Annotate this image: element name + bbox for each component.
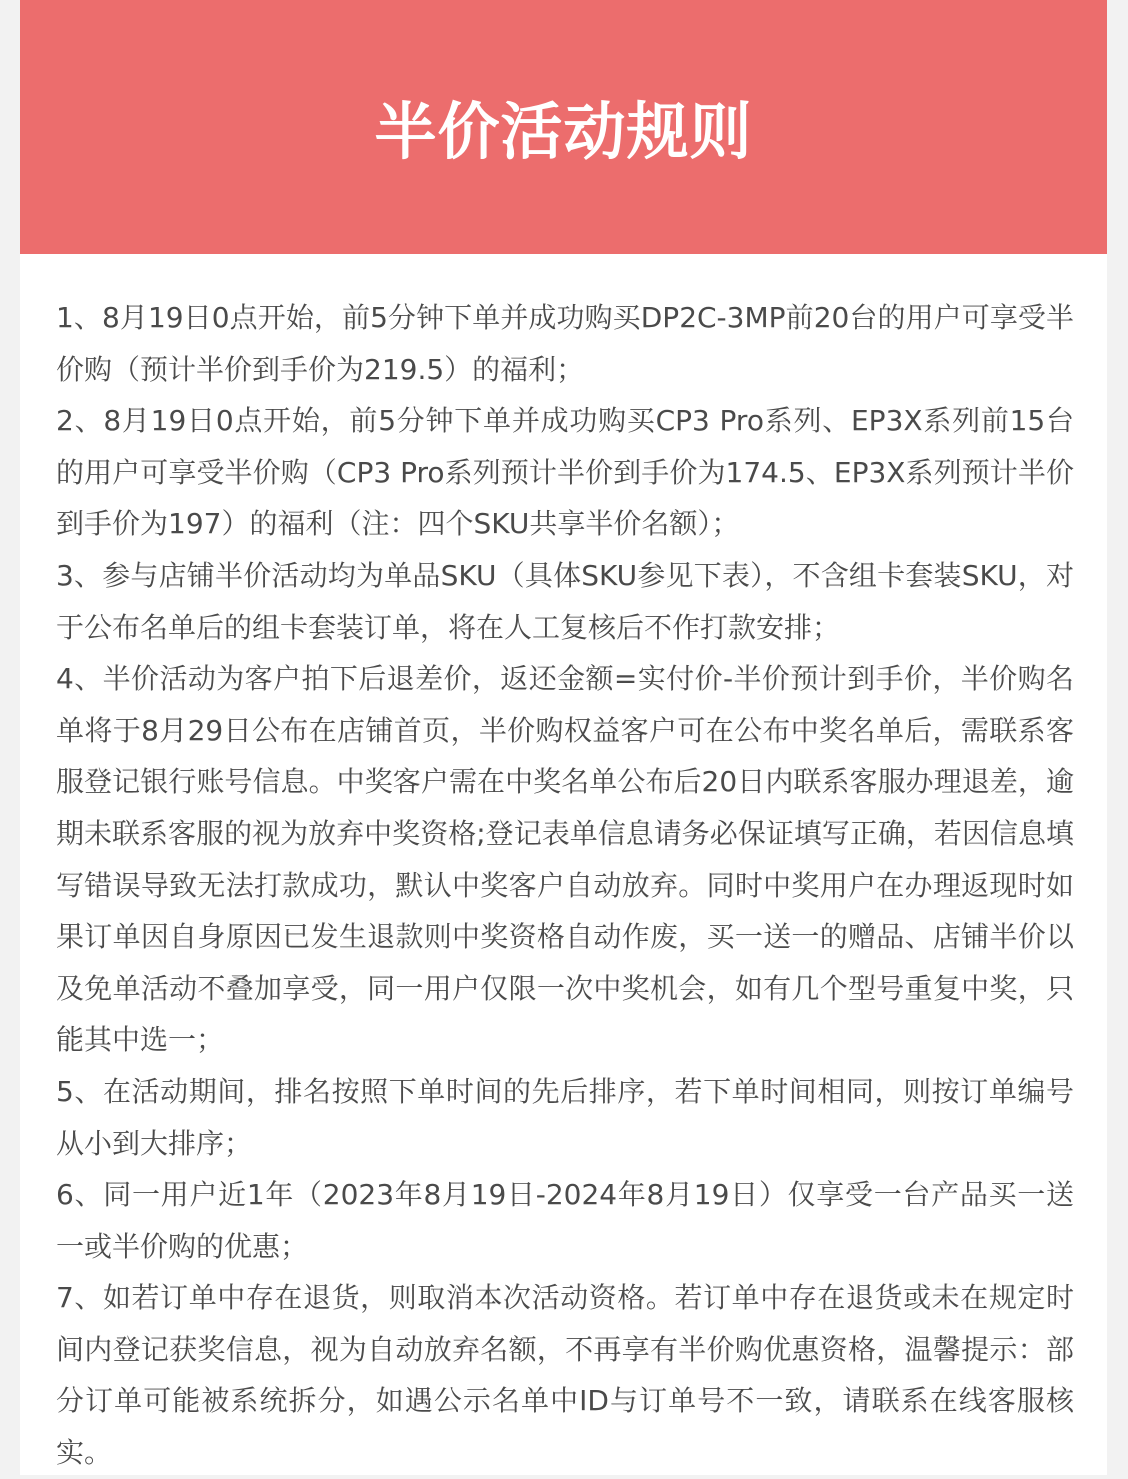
rule-item-1: 1、8月19日0点开始，前5分钟下单并成功购买DP2C-3MP前20台的用户可享受半价购（预计半价到手价为219.5）的福利；: [56, 301, 1074, 386]
rule-item-7: 7、如若订单中存在退货，则取消本次活动资格。若订单中存在退货或未在规定时间内登记获奖信息，视为自动放弃名额，不再享有半价购优惠资格，温馨提示：部分订单可能被系统拆分，如遇公示名单中ID与订单号不一致，请联系在线客服核实。: [56, 1281, 1074, 1470]
rule-item-5: 5、在活动期间，排名按照下单时间的先后排序，若下单时间相同，则按订单编号从小到大排序；: [56, 1074, 1074, 1160]
rule-item-4: 4、半价活动为客户拍下后退差价，返还金额=实付价-半价预计到手价，半价购名单将于8月29日公布在店铺首页，半价购权益客户可在公布中奖名单后，需联系客服登记银行账号信息。中奖客户需在中奖名单公布后20日内联系客服办理退差，逾期未联系客服的视为放弃中奖资格;登记表单信息请务必保证填写正确，若因信息填写错误导致无法打款成功，默认中奖客户自动放弃。同时中奖用户在办理返现时如果订单因自身原因已发生退款则中奖资格自动作废，买一送一的赠品、店铺半价以及免单活动不叠加享受，同一用户仅限一次中奖机会，如有几个型号重复中奖，只能其中选一；: [56, 662, 1074, 1057]
rules-page: [20, 0, 1107, 1475]
rule-item-6: 6、同一用户近1年（2023年8月19日-2024年8月19日）仅享受一台产品买一送一或半价购的优惠；: [56, 1178, 1074, 1263]
page-title: 半价活动规则: [374, 95, 753, 168]
header-banner: [20, 0, 1107, 254]
rule-item-2: 2、8月19日0点开始，前5分钟下单并成功购买CP3 Pro系列、EP3X系列前15台的用户可享受半价购（CP3 Pro系列预计半价到手价为174.5、EP3X系列预计半价到手价为197）的福利（注：四个SKU共享半价名额）；: [56, 404, 1074, 541]
rules-list: [56, 292, 1074, 1479]
rule-item-3: 3、参与店铺半价活动均为单品SKU（具体SKU参见下表），不含组卡套装SKU，对于公布名单后的组卡套装订单，将在人工复核后不作打款安排；: [56, 558, 1074, 644]
